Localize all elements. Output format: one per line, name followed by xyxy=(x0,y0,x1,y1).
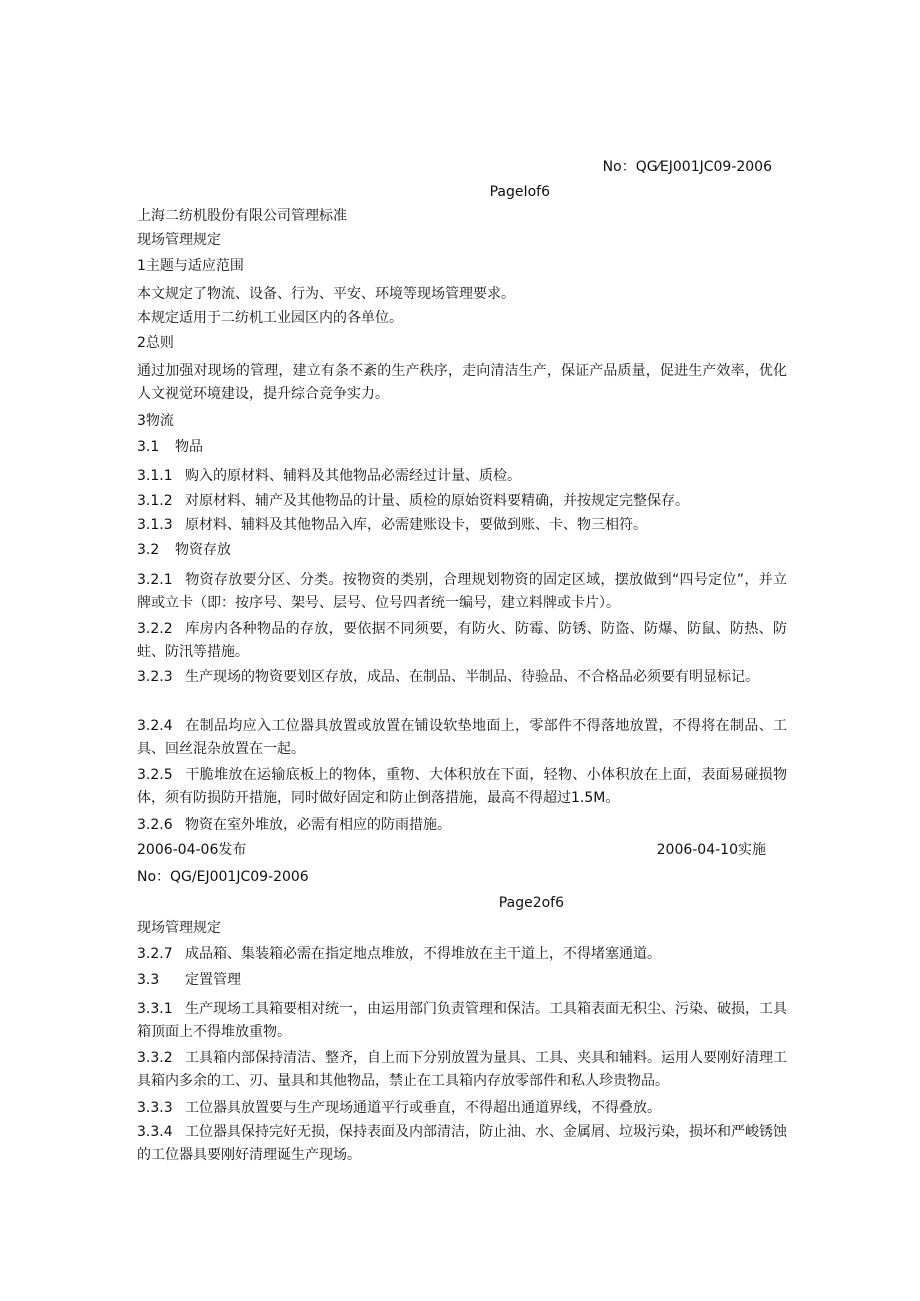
clause-number: 3.2.4 xyxy=(137,718,173,734)
clause-number: 3.3.1 xyxy=(137,1001,173,1017)
clause-title: 物资存放 xyxy=(175,542,231,558)
clause xyxy=(137,466,521,486)
clause xyxy=(137,515,647,535)
clause xyxy=(137,1047,787,1093)
clause xyxy=(137,764,787,810)
clause xyxy=(137,715,787,761)
document-title: 现场管理规定 xyxy=(137,920,221,936)
clause-text: 在制品均应入工位器具放置或放置在铺设软垫地面上，零部件不得落地放置，不得将在制品、工具、回丝混杂放置在一起。 xyxy=(137,718,787,757)
clause-number: 3.1 xyxy=(137,439,160,455)
clause-text: 物资在室外堆放，必需有相应的防雨措施。 xyxy=(185,817,451,833)
clause-number: 3.2.1 xyxy=(137,572,173,588)
clause-number: 3.3.2 xyxy=(137,1050,173,1066)
clause-text: 原材料、辅料及其他物品入库，必需建账设卡，要做到账、卡、物三相符。 xyxy=(185,517,647,533)
clause-number: 3.2.5 xyxy=(137,767,173,783)
doc-number: No：QG⁄EJ001JC09-2006 xyxy=(602,159,772,175)
section-heading: 3物流 xyxy=(137,413,174,429)
page-label: PageIof6 xyxy=(489,184,550,200)
clause-number: 3.3 xyxy=(137,972,160,988)
clause-text: 生产现场的物资要划区存放，成品、在制品、半制品、待验品、不合格品必须要有明显标记。 xyxy=(185,669,759,685)
clause-title: 物品 xyxy=(175,439,203,455)
clause xyxy=(137,1121,787,1167)
clause-text: 物资存放要分区、分类。按物资的类别，合理规划物资的固定区域，摆放做到“四号定位”，并立牌或立卡（即：按序号、架号、层号、位号四者统一编号，建立料牌或卡片）。 xyxy=(137,572,787,611)
clause-text: 工具箱内部保持清洁、整齐，自上而下分别放置为量具、工具、夹具和辅料。运用人要刚好清理工具箱内多余的工、刃、量具和其他物品，禁止在工具箱内存放零部件和私人珍贵物品。 xyxy=(137,1050,787,1089)
section-heading: 2总则 xyxy=(137,335,174,351)
clause-text: 工位器具保持完好无损，保持表面及内部清洁，防止油、水、金属屑、垃圾污染，损坏和严峻锈蚀的工位器具要刚好清理诞生产现场。 xyxy=(137,1124,787,1163)
clause-text: 购入的原材料、辅料及其他物品必需经过计量、质检。 xyxy=(185,468,521,484)
clause-number: 3.2 xyxy=(137,542,160,558)
paragraph: 本文规定了物流、设备、行为、平安、环境等现场管理要求。 xyxy=(137,286,515,302)
clause xyxy=(137,569,787,615)
clause-title: 定置管理 xyxy=(185,972,241,988)
subsection-heading xyxy=(137,540,231,560)
clause-text: 干脆堆放在运输底板上的物体，重物、大体积放在下面，轻物、小体积放在上面，表面易碰损物体，须有防损防开措施，同时做好固定和防止倒落措施，最高不得超过1.5M。 xyxy=(137,767,787,806)
subsection-heading xyxy=(137,970,241,990)
issue-date: 2006-04-06发布 xyxy=(137,842,247,858)
paragraph: 通过加强对现场的管理，建立有条不紊的生产秩序，走向清洁生产，保证产品质量，促进生产效率，优化人文视觉环境建设，提升综合竞争实力。 xyxy=(137,363,787,402)
clause-number: 3.3.3 xyxy=(137,1100,173,1116)
clause-number: 3.2.7 xyxy=(137,946,173,962)
clause xyxy=(137,815,451,835)
clause-number: 3.2.2 xyxy=(137,621,173,637)
clause-text: 工位器具放置要与生产现场通道平行或垂直，不得超出通道界线，不得叠放。 xyxy=(185,1100,661,1116)
clause-number: 3.2.3 xyxy=(137,669,173,685)
doc-number: No：QG/EJ001JC09-2006 xyxy=(137,869,309,885)
company-name: 上海二纺机股份有限公司管理标准 xyxy=(137,208,347,224)
clause-number: 3.1.3 xyxy=(137,517,173,533)
clause xyxy=(137,618,787,664)
page-label: Page2of6 xyxy=(498,895,564,911)
paragraph: 本规定适用于二纺机工业园区内的各单位。 xyxy=(137,310,403,326)
clause xyxy=(137,666,787,689)
clause xyxy=(137,998,787,1044)
clause xyxy=(137,491,689,511)
clause-text: 库房内各种物品的存放，要依据不同须要，有防火、防霉、防锈、防盗、防爆、防鼠、防热、防蛀、防汛等措施。 xyxy=(137,621,787,660)
clause-number: 3.1.1 xyxy=(137,468,173,484)
document-title: 现场管理规定 xyxy=(137,232,221,248)
section-heading: 1主题与适应范围 xyxy=(137,258,244,274)
clause-number: 3.2.6 xyxy=(137,817,173,833)
clause-text: 成品箱、集装箱必需在指定地点堆放，不得堆放在主干道上，不得堵塞通道。 xyxy=(185,946,661,962)
effective-date: 2006-04-10实施 xyxy=(656,842,766,858)
clause-number: 3.1.2 xyxy=(137,493,173,509)
clause xyxy=(137,944,661,964)
clause-text: 对原材料、辅产及其他物品的计量、质检的原始资料要精确，并按规定完整保存。 xyxy=(185,493,689,509)
clause-number: 3.3.4 xyxy=(137,1124,173,1140)
clause xyxy=(137,1098,661,1118)
subsection-heading xyxy=(137,437,203,457)
clause-text: 生产现场工具箱要相对统一，由运用部门负责管理和保洁。工具箱表面无积尘、污染、破损，工具箱顶面上不得堆放重物。 xyxy=(137,1001,787,1040)
